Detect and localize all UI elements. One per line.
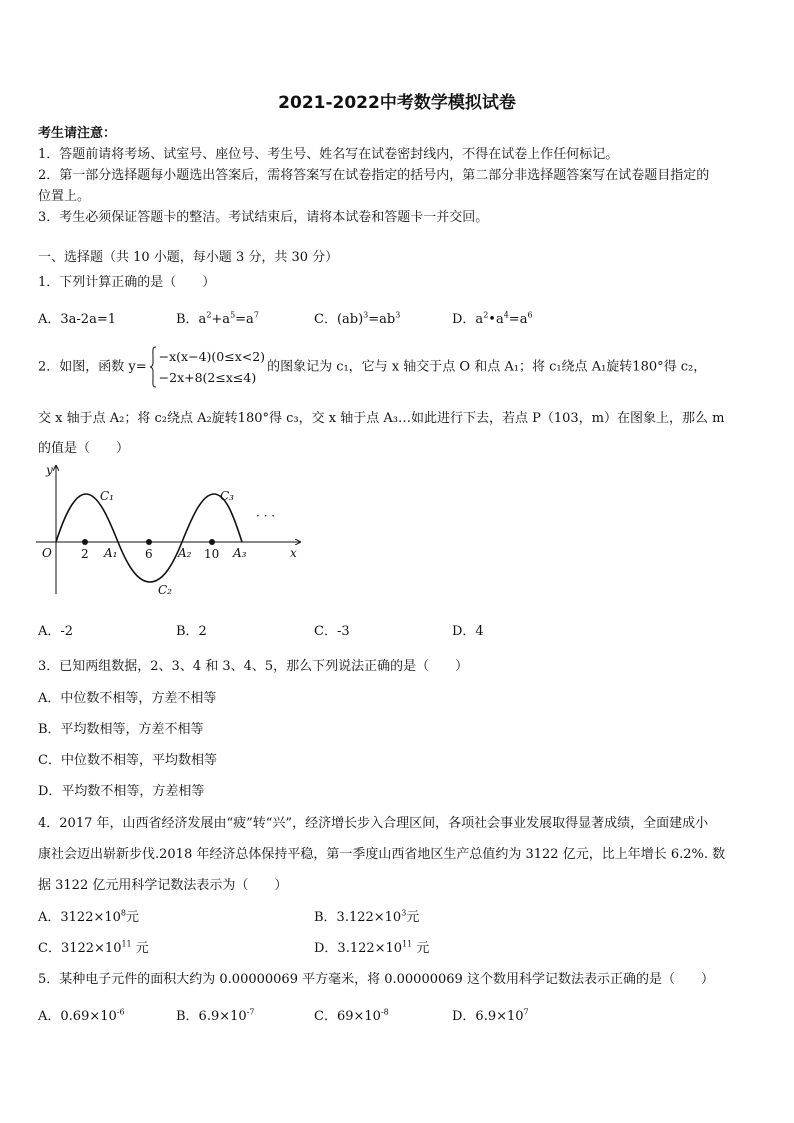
tick-label: 10 <box>204 547 220 561</box>
q1-option-d: D．$a^2•a^4=a^6$ <box>452 310 533 327</box>
ellipsis: · · · <box>256 509 276 523</box>
tick-point-2 <box>82 539 88 545</box>
q5-option-c: C．$69\times 10^{-8}$ <box>314 1007 389 1024</box>
q3-option-a: A．中位数不相等，方差不相等 <box>38 691 217 706</box>
notice-item: 位置上。 <box>38 189 91 204</box>
q2-option-a: A．-2 <box>38 624 74 639</box>
point-label-a3: A₃ <box>233 546 247 560</box>
curve-label-c2: C₂ <box>158 583 172 597</box>
q5-option-d: D．$6.9\times 10^7$ <box>452 1007 529 1024</box>
tick-label: 2 <box>81 547 89 561</box>
q2-option-b: B．2 <box>176 624 207 639</box>
question-1-stem: 1．下列计算正确的是（ ） <box>38 275 216 290</box>
section-heading: 一、选择题（共 10 小题，每小题 3 分，共 30 分） <box>38 250 339 265</box>
piecewise-function: −x(x−4)(0≤x<2) −2x+8(2≤x≤4) <box>149 346 265 388</box>
origin-label: O <box>42 546 52 560</box>
q4-option-b: B．$3.122\times 10^3$元 <box>314 908 420 925</box>
notice-item: 2．第一部分选择题每小题选出答案后，需将答案写在试卷指定的括号内，第二部分非选择题答案写在试卷题目指定的 <box>38 168 710 183</box>
brace-icon <box>149 346 157 388</box>
q2-option-c: C．-3 <box>314 624 350 639</box>
q4-option-a: A．$3122\times 10^8$元 <box>38 908 140 925</box>
question-5-stem: 5．某种电子元件的面积大约为 0.00000069 平方毫米，将 0.00000069 这个数用科学记数法表示正确的是（ ） <box>38 972 714 987</box>
q2-option-d: D．4 <box>452 624 484 639</box>
curve-c1-c2-c3 <box>56 494 242 582</box>
q3-option-d: D．平均数不相等，方差相等 <box>38 784 205 799</box>
question-4-line: 康社会迈出崭新步伐.2018 年经济总体保持平稳，第一季度山西省地区生产总值约为 3122 亿元，比上年增长 6.2%. 数 <box>38 847 726 862</box>
point-label-a2: A₂ <box>178 546 192 560</box>
tick-label: 6 <box>145 547 153 561</box>
q4-option-c: C．$3122\times 10^{11}$ 元 <box>38 939 149 956</box>
y-axis-label: y <box>46 463 53 477</box>
q4-option-d: D．$3.122\times 10^{11}$ 元 <box>314 939 430 956</box>
notice-heading: 考生请注意： <box>38 126 117 141</box>
q1-option-c: C．$(ab)^3=ab^3$ <box>314 310 401 327</box>
question-2-line: 的值是（ ） <box>38 441 130 456</box>
question-2-line: 交 x 轴于点 A₂；将 c₂绕点 A₂旋转180°得 c₃，交 x 轴于点 A₃…如此进行下去，若点 P（103，m）在图象上，那么 m <box>38 411 725 426</box>
question-4-line: 4．2017 年，山西省经济发展由“疲”转“兴”，经济增长步入合理区间，各项社会事业发展取得显著成绩，全面建成小 <box>38 816 709 831</box>
q5-option-b: B．$6.9\times 10^{-7}$ <box>176 1007 255 1024</box>
function-graph <box>36 462 308 602</box>
q3-option-c: C．中位数不相等，平均数相等 <box>38 753 217 768</box>
tick-point-6 <box>146 539 152 545</box>
q3-option-b: B．平均数相等，方差不相等 <box>38 722 204 737</box>
q5-option-a: A．$0.69\times 10^{-6}$ <box>38 1007 125 1024</box>
page-title: 2021-2022中考数学模拟试卷 <box>278 93 516 113</box>
x-axis-label: x <box>290 546 297 560</box>
question-2-stem: 2．如图，函数 y= −x(x−4)(0≤x<2) −2x+8(2≤x≤4)的图象记为 c₁，它与 x 轴交于点 O 和点 A₁；将 c₁绕点 A₁旋转180°得 c₂， <box>38 346 706 388</box>
tick-point-10 <box>209 539 215 545</box>
curve-label-c1: C₁ <box>100 489 114 503</box>
notice-item: 1．答题前请将考场、试室号、座位号、考生号、姓名写在试卷密封线内，不得在试卷上作任何标记。 <box>38 147 619 162</box>
curve-label-c3: C₃ <box>220 489 234 503</box>
question-4-line: 据 3122 亿元用科学记数法表示为（ ） <box>38 878 288 893</box>
notice-item: 3．考生必须保证答题卡的整洁。考试结束后，请将本试卷和答题卡一并交回。 <box>38 210 489 225</box>
q1-option-b: B．$a^2+a^5=a^7$ <box>176 310 259 327</box>
q1-option-a: A．3a-2a=1 <box>38 312 116 327</box>
question-3-stem: 3．已知两组数据，2、3、4 和 3、4、5，那么下列说法正确的是（ ） <box>38 659 469 674</box>
point-label-a1: A₁ <box>104 546 118 560</box>
